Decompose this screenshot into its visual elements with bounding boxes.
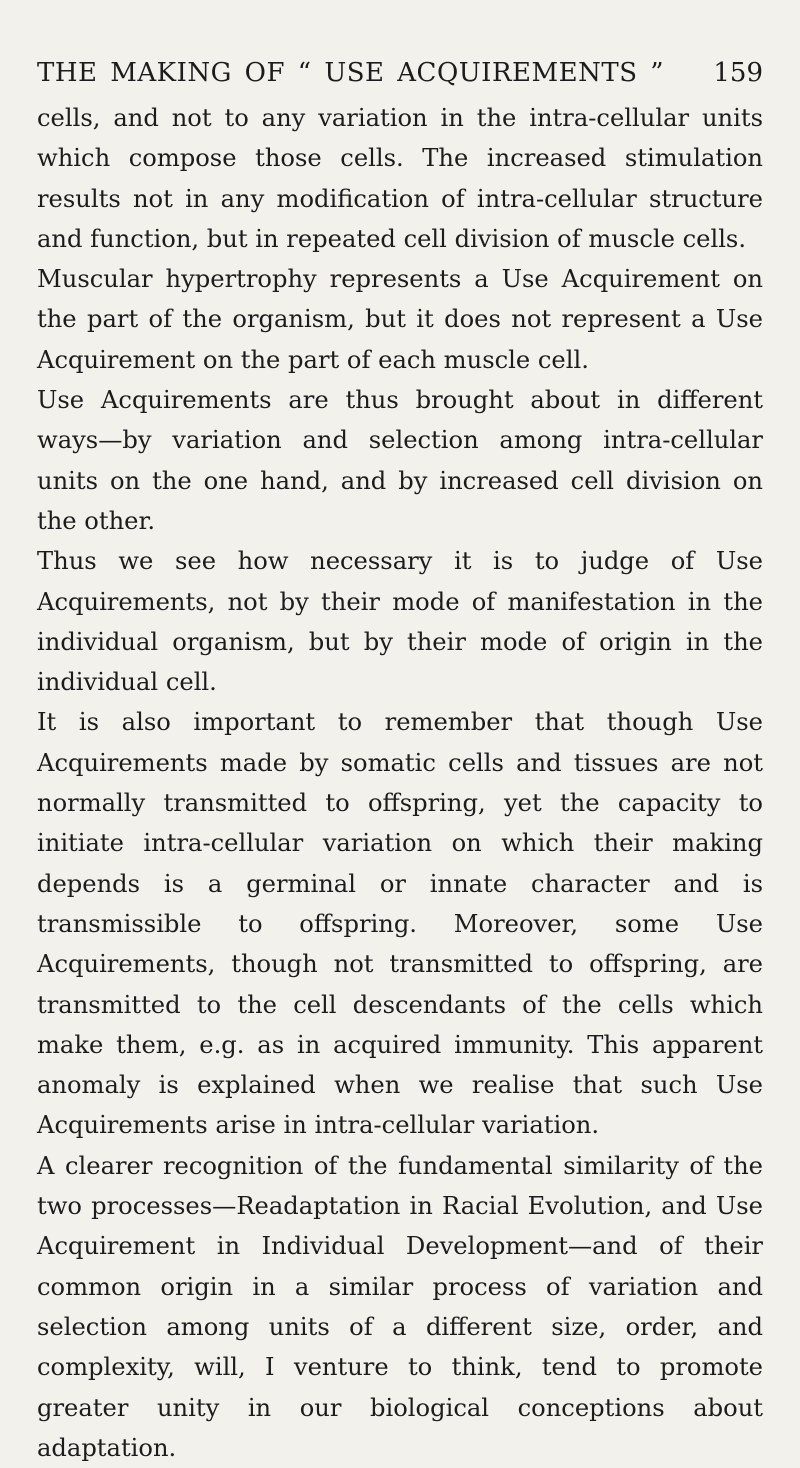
paragraph: Thus we see how necessary it is to judge of Use Acquirements, not by their mode of manifestation in the individual organism, but by their mode of origin in the individual cell. (37, 547, 763, 697)
body-text (37, 98, 763, 1468)
paragraph: Muscular hypertrophy represents a Use Acquirement on the part of the organism, but it does not represent a Use Acquirement on the part of each muscle cell. (37, 265, 763, 374)
paragraph: cells, and not to any variation in the intra-cellular units which compose those cells. The increased stimulation results not in any modification of intra-cellular structure and function, but in repeated cell division of muscle cells. (37, 104, 763, 253)
running-title: THE MAKING OF “ USE ACQUIREMENTS ” (37, 58, 665, 88)
paragraph: A clearer recognition of the fundamental similarity of the two processes—Readaptation in Racial Evolution, and Use Acquirement in Individual Development—and of their common origin in a similar process of variation and selection among units of a different size, order, and complexity, will, I venture to think, tend to promote greater unity in our biological conceptions about adaptation. (37, 1151, 763, 1462)
page-number: 159 (713, 58, 763, 88)
running-head (37, 58, 763, 96)
paragraph: Use Acquirements are thus brought about in different ways—by variation and selection among intra-cellular units on the one hand, and by increased cell division on the other. (37, 386, 763, 535)
book-page (37, 58, 763, 1468)
paragraph: It is also important to remember that though Use Acquirements made by somatic cells and tissues are not normally transmitted to offspring, yet the capacity to initiate intra-cellular variation on which their making depends is a germinal or innate character and is transmissible to offspring. Moreover, some Use Acquirements, though not transmitted to offspring, are transmitted to the cell descendants of the cells which make them, e.g. as in acquired immunity. This apparent anomaly is explained when we realise that such Use Acquirements arise in intra-cellular variation. (37, 708, 763, 1140)
